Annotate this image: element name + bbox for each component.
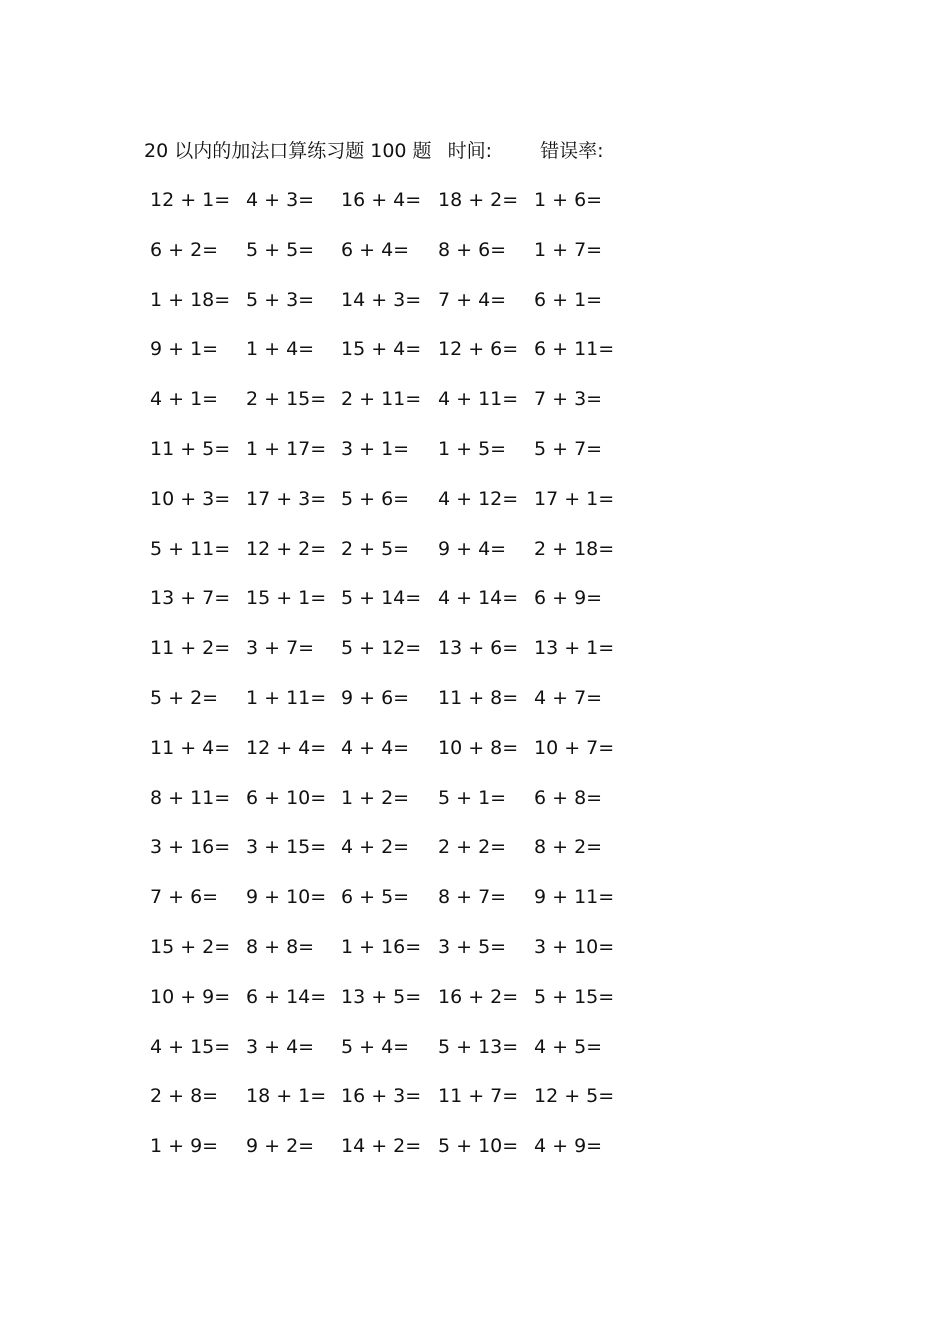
problem-row [0, 883, 950, 911]
problem-row [0, 1033, 950, 1061]
problem-row [0, 485, 950, 513]
problem-item: 17 + 1= [534, 487, 615, 510]
problem-item: 5 + 1= [438, 786, 507, 809]
problem-item: 13 + 7= [150, 587, 231, 610]
problem-item: 3 + 4= [246, 1035, 315, 1058]
problem-row [0, 385, 950, 413]
problem-item: 8 + 8= [246, 936, 315, 958]
problem-item: 1 + 11= [246, 687, 327, 709]
problem-item: 1 + 9= [150, 1135, 219, 1158]
problem-item: 15 + 2= [150, 936, 231, 958]
problem-row [0, 236, 950, 264]
problem-item: 4 + 15= [150, 1035, 231, 1058]
problem-item: 4 + 11= [438, 388, 519, 411]
problem-item: 5 + 6= [341, 487, 410, 510]
time-label: 时间: [447, 140, 493, 162]
problem-item: 5 + 4= [341, 1035, 410, 1058]
problem-item: 10 + 3= [150, 487, 231, 510]
problem-item: 4 + 5= [534, 1035, 603, 1058]
problem-row [0, 684, 950, 712]
problem-item: 2 + 11= [341, 388, 422, 411]
problem-item: 1 + 6= [534, 189, 603, 211]
problem-item: 2 + 5= [341, 537, 410, 560]
problem-item: 11 + 5= [150, 438, 231, 460]
problem-row [0, 634, 950, 662]
problem-item: 3 + 7= [246, 637, 315, 660]
problem-item: 1 + 2= [341, 786, 410, 809]
problem-item: 11 + 4= [150, 736, 231, 759]
problem-item: 6 + 5= [341, 886, 410, 909]
problem-item: 5 + 15= [534, 985, 615, 1008]
problem-item: 4 + 3= [246, 189, 315, 211]
problem-item: 9 + 6= [341, 687, 410, 709]
problem-item: 4 + 7= [534, 687, 603, 709]
problem-item: 7 + 6= [150, 886, 219, 909]
problem-item: 6 + 4= [341, 238, 410, 261]
problem-item: 11 + 2= [150, 637, 231, 660]
problem-item: 12 + 2= [246, 537, 327, 560]
problem-item: 15 + 1= [246, 587, 327, 610]
problem-row [0, 584, 950, 612]
problem-row [0, 535, 950, 563]
problem-item: 14 + 2= [341, 1135, 422, 1158]
problem-item: 8 + 2= [534, 836, 603, 859]
problem-row [0, 186, 950, 214]
problem-item: 5 + 2= [150, 687, 219, 709]
problem-item: 11 + 7= [438, 1085, 519, 1108]
problem-item: 13 + 1= [534, 637, 615, 660]
problem-item: 5 + 13= [438, 1035, 519, 1058]
problem-item: 2 + 8= [150, 1085, 219, 1108]
problem-item: 5 + 14= [341, 587, 422, 610]
problem-item: 6 + 11= [534, 338, 615, 361]
problem-item: 8 + 11= [150, 786, 231, 809]
problem-item: 4 + 14= [438, 587, 519, 610]
problem-item: 12 + 4= [246, 736, 327, 759]
problem-item: 2 + 18= [534, 537, 615, 560]
problem-item: 18 + 2= [438, 189, 519, 211]
problem-item: 1 + 18= [150, 288, 231, 311]
problem-item: 6 + 14= [246, 985, 327, 1008]
problem-item: 9 + 4= [438, 537, 507, 560]
problem-item: 5 + 7= [534, 438, 603, 460]
problem-item: 16 + 3= [341, 1085, 422, 1108]
problem-item: 7 + 4= [438, 288, 507, 311]
problem-item: 4 + 9= [534, 1135, 603, 1158]
problem-item: 6 + 8= [534, 786, 603, 809]
problem-item: 12 + 6= [438, 338, 519, 361]
problem-item: 3 + 16= [150, 836, 231, 859]
problem-row [0, 833, 950, 861]
problem-item: 5 + 5= [246, 238, 315, 261]
problem-item: 4 + 12= [438, 487, 519, 510]
problem-item: 5 + 3= [246, 288, 315, 311]
problem-item: 9 + 11= [534, 886, 615, 909]
problem-item: 9 + 10= [246, 886, 327, 909]
error-rate-label: 错误率: [540, 140, 604, 162]
problem-item: 10 + 9= [150, 985, 231, 1008]
problem-item: 8 + 7= [438, 886, 507, 909]
problem-row [0, 933, 950, 961]
problem-item: 6 + 2= [150, 238, 219, 261]
problem-item: 16 + 2= [438, 985, 519, 1008]
problem-row [0, 734, 950, 762]
problem-row [0, 1082, 950, 1110]
problem-item: 2 + 2= [438, 836, 507, 859]
problem-item: 1 + 17= [246, 438, 327, 460]
problem-item: 3 + 1= [341, 438, 410, 460]
worksheet-title: 20 以内的加法口算练习题 100 题 [144, 140, 432, 162]
problem-item: 12 + 1= [150, 189, 231, 211]
problem-item: 12 + 5= [534, 1085, 615, 1108]
problem-item: 8 + 6= [438, 238, 507, 261]
problem-item: 9 + 1= [150, 338, 219, 361]
problem-item: 18 + 1= [246, 1085, 327, 1108]
problem-item: 11 + 8= [438, 687, 519, 709]
problem-item: 5 + 10= [438, 1135, 519, 1158]
problem-item: 6 + 9= [534, 587, 603, 610]
problem-item: 16 + 4= [341, 189, 422, 211]
problem-item: 10 + 8= [438, 736, 519, 759]
problem-item: 3 + 10= [534, 936, 615, 958]
problem-item: 4 + 2= [341, 836, 410, 859]
problem-item: 5 + 11= [150, 537, 231, 560]
problem-row [0, 435, 950, 463]
problem-item: 7 + 3= [534, 388, 603, 411]
problem-row [0, 335, 950, 363]
problem-item: 14 + 3= [341, 288, 422, 311]
problem-item: 4 + 4= [341, 736, 410, 759]
problem-row [0, 286, 950, 314]
problem-item: 17 + 3= [246, 487, 327, 510]
problem-item: 15 + 4= [341, 338, 422, 361]
problem-item: 6 + 10= [246, 786, 327, 809]
problem-row [0, 983, 950, 1011]
problem-item: 1 + 7= [534, 238, 603, 261]
problem-item: 1 + 4= [246, 338, 315, 361]
problem-item: 9 + 2= [246, 1135, 315, 1158]
problem-item: 10 + 7= [534, 736, 615, 759]
problem-item: 5 + 12= [341, 637, 422, 660]
problem-row [0, 1132, 950, 1160]
problem-row [0, 784, 950, 812]
problem-item: 1 + 16= [341, 936, 422, 958]
problem-item: 6 + 1= [534, 288, 603, 311]
problem-item: 1 + 5= [438, 438, 507, 460]
problem-item: 4 + 1= [150, 388, 219, 411]
problem-item: 13 + 6= [438, 637, 519, 660]
problem-item: 3 + 5= [438, 936, 507, 958]
problem-item: 13 + 5= [341, 985, 422, 1008]
problem-item: 2 + 15= [246, 388, 327, 411]
problem-item: 3 + 15= [246, 836, 327, 859]
